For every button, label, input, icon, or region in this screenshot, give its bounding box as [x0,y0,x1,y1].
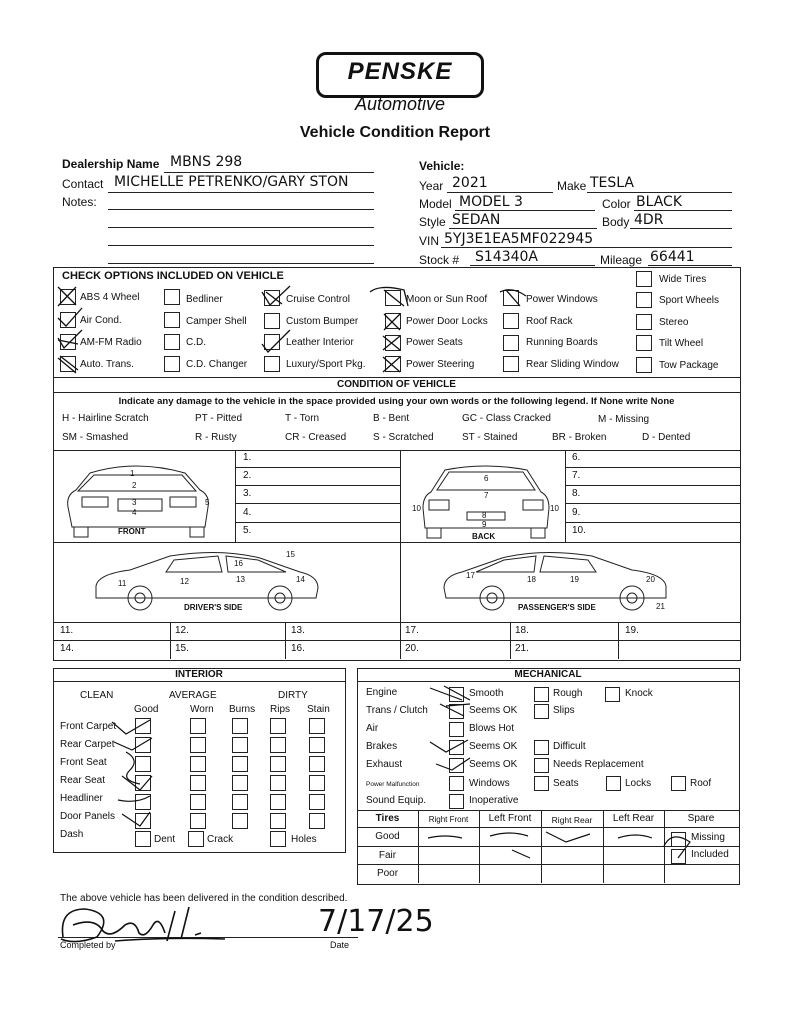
option-luxury-label: Luxury/Sport Pkg. [286,359,366,370]
year-value[interactable]: 2021 [452,175,488,191]
stock-value[interactable]: S14340A [475,249,538,265]
mechanical-header: MECHANICAL [514,669,582,680]
mech-power-roof: Roof [690,778,712,789]
mech-trans-slips-checkbox[interactable] [534,704,549,719]
front-label: FRONT [118,527,146,536]
interior-checkbox[interactable] [232,813,248,829]
slot-18: 18. [515,625,529,636]
tires-row-good: Good [375,831,400,842]
brand-sub: Automotive [354,94,446,114]
slot-10: 10. [572,525,586,536]
driver-num-14: 14 [296,575,305,584]
driver-num-13: 13 [236,575,245,584]
option-power-steering-label: Power Steering [406,359,475,370]
interior-checkbox[interactable] [270,813,286,829]
slot-20: 20. [405,643,419,654]
option-moon-roof-label: Moon or Sun Roof [406,294,488,305]
tires-col-rf: Right Front [428,815,469,824]
back-label: BACK [472,532,496,541]
option-abs-label: ABS 4 Wheel [80,292,140,303]
back-num-8: 8 [482,511,487,520]
option-leather-checkbox[interactable] [264,334,280,350]
page-title: Vehicle Condition Report [299,124,491,141]
interior-row-front-carpet: Front Carpet [60,721,117,732]
mech-power-seats: Seats [553,778,579,789]
pass-num-19: 19 [570,575,579,584]
interior-checkbox[interactable] [309,756,325,772]
option-custom-bumper-checkbox[interactable] [264,313,280,329]
interior-row-front-seat: Front Seat [60,757,107,768]
option-tilt-wheel-checkbox[interactable] [636,335,652,351]
option-moon-roof-checkbox[interactable] [385,290,401,306]
interior-col-rips: Rips [270,704,291,715]
interior-checkbox[interactable] [190,718,206,734]
option-auto-trans-checkbox[interactable] [60,356,76,372]
interior-checkbox[interactable] [309,794,325,810]
interior-checkbox[interactable] [135,718,151,734]
interior-checkbox[interactable] [270,775,286,791]
slot-17: 17. [405,625,419,636]
pass-num-18: 18 [527,575,536,584]
interior-group-clean: CLEAN [80,690,114,701]
legend-pt: PT - Pitted [195,413,243,424]
mech-power-locks: Locks [625,778,652,789]
slot-9: 9. [572,507,581,518]
slot-4: 4. [243,507,252,518]
option-power-locks-label: Power Door Locks [406,316,488,327]
interior-checkbox[interactable] [270,794,286,810]
mech-trans-label: Trans / Clutch [366,705,428,716]
slot-8: 8. [572,488,581,499]
spare-included-label: Included [691,849,729,860]
condition-instructions: Indicate any damage to the vehicle in the space provided using your own words or the following legend. If None write None [118,396,675,407]
slot-3: 3. [243,488,252,499]
option-custom-bumper-label: Custom Bumper [286,316,359,327]
tires-col-lr: Left Rear [612,813,655,824]
legend-h: H - Hairline Scratch [62,413,149,424]
driver-label: DRIVER'S SIDE [184,603,243,612]
interior-checkbox[interactable] [309,775,325,791]
legend-t: T - Torn [285,413,320,424]
tires-col-lf: Left Front [488,813,532,824]
option-power-windows-checkbox[interactable] [503,290,519,306]
mech-sound-label: Sound Equip. [366,795,427,806]
dash-dent-label: Dent [154,834,176,845]
option-luxury-checkbox[interactable] [264,356,280,372]
color-value[interactable]: BLACK [636,194,683,210]
mech-engine-rough: Rough [553,688,583,699]
interior-checkbox[interactable] [232,756,248,772]
option-power-steering-checkbox[interactable] [385,356,401,372]
tires-row-fair: Fair [378,850,397,861]
mech-trans-ok: Seems OK [469,705,518,716]
back-num-10-left: 10 [412,504,421,513]
dash-crack-label: Crack [207,834,234,845]
option-power-seats-label: Power Seats [406,337,463,348]
slot-14: 14. [60,643,74,654]
mech-power-windows-checkbox[interactable] [449,776,464,791]
mech-exhaust-replace: Needs Replacement [553,759,644,770]
option-roof-rack-label: Roof Rack [526,316,573,327]
slot-16: 16. [291,643,305,654]
mech-air-blows-hot: Blows Hot [469,723,515,734]
driver-num-11: 11 [118,579,127,588]
vehicle-label: Vehicle: [419,159,465,173]
color-label: Color [602,197,631,211]
option-stereo-checkbox[interactable] [636,314,652,330]
slot-12: 12. [175,625,189,636]
option-sport-wheels-label: Sport Wheels [659,295,720,306]
front-num-3: 3 [132,498,137,507]
option-tilt-wheel-label: Tilt Wheel [659,338,704,349]
mech-air-label: Air [366,723,379,734]
option-running-boards-checkbox[interactable] [503,335,519,351]
mech-air-blows-hot-checkbox[interactable] [449,722,464,737]
interior-col-worn: Worn [190,704,214,715]
mech-trans-slips: Slips [553,705,575,716]
option-abs-checkbox[interactable] [60,289,76,305]
mech-power-locks-checkbox[interactable] [606,776,621,791]
interior-checkbox[interactable] [232,775,248,791]
interior-checkbox[interactable] [270,718,286,734]
mech-engine-knock: Knock [625,688,653,699]
interior-group-average: AVERAGE [169,690,217,701]
notes-label: Notes: [62,195,97,209]
interior-checkbox[interactable] [135,794,151,810]
slot-13: 13. [291,625,305,636]
legend-s: S - Scratched [373,432,434,443]
condition-header: CONDITION OF VEHICLE [337,379,456,390]
style-value[interactable]: SEDAN [452,212,501,228]
slot-6: 6. [572,452,581,463]
tires-row-poor: Poor [376,868,399,879]
interior-checkbox[interactable] [135,737,151,753]
slot-15: 15. [175,643,189,654]
mech-exhaust-replace-checkbox[interactable] [534,758,549,773]
pass-num-20: 20 [646,575,655,584]
interior-checkbox[interactable] [309,813,325,829]
option-rear-sliding-label: Rear Sliding Window [526,359,619,370]
pass-num-17: 17 [466,571,475,580]
interior-row-rear-carpet: Rear Carpet [60,739,115,750]
mech-sound-inoperative: Inoperative [469,795,519,806]
driver-num-15: 15 [286,550,295,559]
mech-exhaust-label: Exhaust [366,759,403,770]
option-auto-trans-label: Auto. Trans. [80,359,134,370]
tires-col-rr: Right Rear [551,815,593,825]
front-num-1: 1 [130,469,135,478]
front-num-2: 2 [132,481,137,490]
mech-power-roof-checkbox[interactable] [671,776,686,791]
option-am-fm-checkbox[interactable] [60,334,76,350]
year-label: Year [419,179,444,193]
spare-missing-label: Missing [691,832,725,843]
mech-brakes-ok-checkbox[interactable] [449,740,464,755]
option-rear-sliding-checkbox[interactable] [503,356,519,372]
slot-11: 11. [60,625,74,636]
option-wide-tires-label: Wide Tires [659,274,707,285]
mech-engine-smooth-checkbox[interactable] [449,687,464,702]
mech-engine-rough-checkbox[interactable] [534,687,549,702]
slot-2: 2. [243,470,252,481]
contact-label: Contact [62,177,104,191]
dealership-label: Dealership Name [62,157,160,171]
dash-dent-checkbox[interactable] [135,831,151,847]
legend-st: ST - Stained [462,432,518,443]
pass-num-21: 21 [656,602,665,611]
options-header: CHECK OPTIONS INCLUDED ON VEHICLE [62,270,284,282]
mech-trans-ok-checkbox[interactable] [449,704,464,719]
option-air-cond-label: Air Cond. [80,315,122,326]
completed-by-label: Completed by [60,940,116,950]
spare-included-checkbox[interactable] [671,849,686,864]
mech-sound-inoperative-checkbox[interactable] [449,794,464,809]
option-cd-checkbox[interactable] [164,334,180,350]
mech-brakes-label: Brakes [366,741,398,752]
model-label: Model [419,197,452,211]
option-wide-tires-checkbox[interactable] [636,271,652,287]
back-num-9: 9 [482,520,487,529]
back-num-7: 7 [484,491,489,500]
mech-engine-knock-checkbox[interactable] [605,687,620,702]
legend-cr: CR - Creased [285,432,347,443]
body-value[interactable]: 4DR [634,212,664,228]
legend-r: R - Rusty [195,432,237,443]
interior-header: INTERIOR [175,669,223,680]
legend-sm: SM - Smashed [62,432,129,443]
interior-row-dash: Dash [60,829,84,840]
option-camper-shell-checkbox[interactable] [164,312,180,328]
slot-19: 19. [625,625,639,636]
option-bedliner-label: Bedliner [186,294,223,305]
option-power-windows-label: Power Windows [526,294,598,305]
legend-d: D - Dented [642,432,691,443]
dash-holes-checkbox[interactable] [270,831,286,847]
mech-engine-label: Engine [366,687,398,698]
brand-name: PENSKE [347,58,453,85]
option-bedliner-checkbox[interactable] [164,289,180,305]
mech-engine-smooth: Smooth [469,688,504,699]
interior-col-good: Good [134,704,159,715]
back-num-10-right: 10 [550,504,559,513]
option-tow-package-checkbox[interactable] [636,357,652,373]
option-cd-changer-checkbox[interactable] [164,356,180,372]
option-sport-wheels-checkbox[interactable] [636,292,652,308]
mileage-value[interactable]: 66441 [650,249,695,265]
option-air-cond-checkbox[interactable] [60,312,76,328]
vin-label: VIN [419,234,440,248]
dealership-value[interactable]: MBNS 298 [170,154,243,170]
interior-row-headliner: Headliner [60,793,103,804]
option-cd-changer-label: C.D. Changer [186,359,248,370]
mileage-label: Mileage [600,253,643,267]
interior-row-rear-seat: Rear Seat [60,775,106,786]
interior-checkbox[interactable] [135,756,151,772]
passenger-label: PASSENGER'S SIDE [518,603,596,612]
delivery-statement: The above vehicle has been delivered in the condition described. [60,893,348,904]
mech-exhaust-ok: Seems OK [469,759,518,770]
interior-checkbox[interactable] [270,756,286,772]
mech-brakes-ok: Seems OK [469,741,518,752]
slot-5: 5. [243,525,252,536]
option-stereo-label: Stereo [659,317,689,328]
interior-group-dirty: DIRTY [278,690,308,701]
slot-1: 1. [243,452,252,463]
driver-num-12: 12 [180,577,189,586]
dash-crack-checkbox[interactable] [188,831,204,847]
tires-col-tires: Tires [375,813,400,824]
option-cruise-label: Cruise Control [286,294,350,305]
option-power-seats-checkbox[interactable] [385,335,401,351]
mech-power-label: Power Malfunction [366,781,420,788]
interior-col-stain: Stain [307,704,330,715]
back-num-6: 6 [484,474,489,483]
interior-checkbox[interactable] [232,718,248,734]
option-roof-rack-checkbox[interactable] [503,313,519,329]
mech-power-seats-checkbox[interactable] [534,776,549,791]
option-cd-label: C.D. [186,337,206,348]
contact-value[interactable]: MICHELLE PETRENKO/GARY STON [114,174,349,190]
tires-col-spare: Spare [687,813,715,824]
interior-checkbox[interactable] [190,775,206,791]
vin-value[interactable]: 5YJ3E1EA5MF022945 [444,231,594,247]
driver-num-16: 16 [234,559,243,568]
interior-checkbox[interactable] [190,813,206,829]
option-running-boards-label: Running Boards [526,337,598,348]
mech-brakes-difficult-checkbox[interactable] [534,740,549,755]
legend-br: BR - Broken [552,432,607,443]
legend-gc: GC - Class Cracked [462,413,551,424]
legend-m: M - Missing [598,414,650,425]
legend-b: B - Bent [373,413,410,424]
front-num-4: 4 [132,508,137,517]
option-tow-package-label: Tow Package [659,360,719,371]
interior-checkbox[interactable] [309,718,325,734]
signed-date[interactable]: 7/17/25 [318,904,434,939]
date-label: Date [330,940,350,950]
mech-brakes-difficult: Difficult [553,741,586,752]
mech-exhaust-ok-checkbox[interactable] [449,758,464,773]
interior-checkbox[interactable] [232,794,248,810]
make-value[interactable]: TESLA [590,175,634,191]
option-camper-shell-label: Camper Shell [186,316,247,327]
style-label: Style [419,215,446,229]
interior-checkbox[interactable] [232,737,248,753]
model-value[interactable]: MODEL 3 [459,194,523,210]
body-label: Body [602,215,630,229]
option-leather-label: Leather Interior [286,337,354,348]
dash-holes-label: Holes [291,834,317,845]
option-cruise-checkbox[interactable] [264,290,280,306]
interior-checkbox[interactable] [190,794,206,810]
interior-checkbox[interactable] [135,813,151,829]
option-power-locks-checkbox[interactable] [385,313,401,329]
interior-checkbox[interactable] [270,737,286,753]
interior-checkbox[interactable] [309,737,325,753]
interior-col-burns: Burns [229,704,256,715]
interior-checkbox[interactable] [190,756,206,772]
make-label: Make [557,179,587,193]
option-am-fm-label: AM-FM Radio [80,337,142,348]
mech-power-windows: Windows [469,778,510,789]
spare-missing-checkbox[interactable] [671,832,686,847]
slot-21: 21. [515,643,529,654]
interior-checkbox[interactable] [190,737,206,753]
stock-label: Stock # [419,253,460,267]
interior-row-door-panels: Door Panels [60,811,116,822]
slot-7: 7. [572,470,581,481]
interior-checkbox[interactable] [135,775,151,791]
front-num-5: 5 [205,498,210,507]
